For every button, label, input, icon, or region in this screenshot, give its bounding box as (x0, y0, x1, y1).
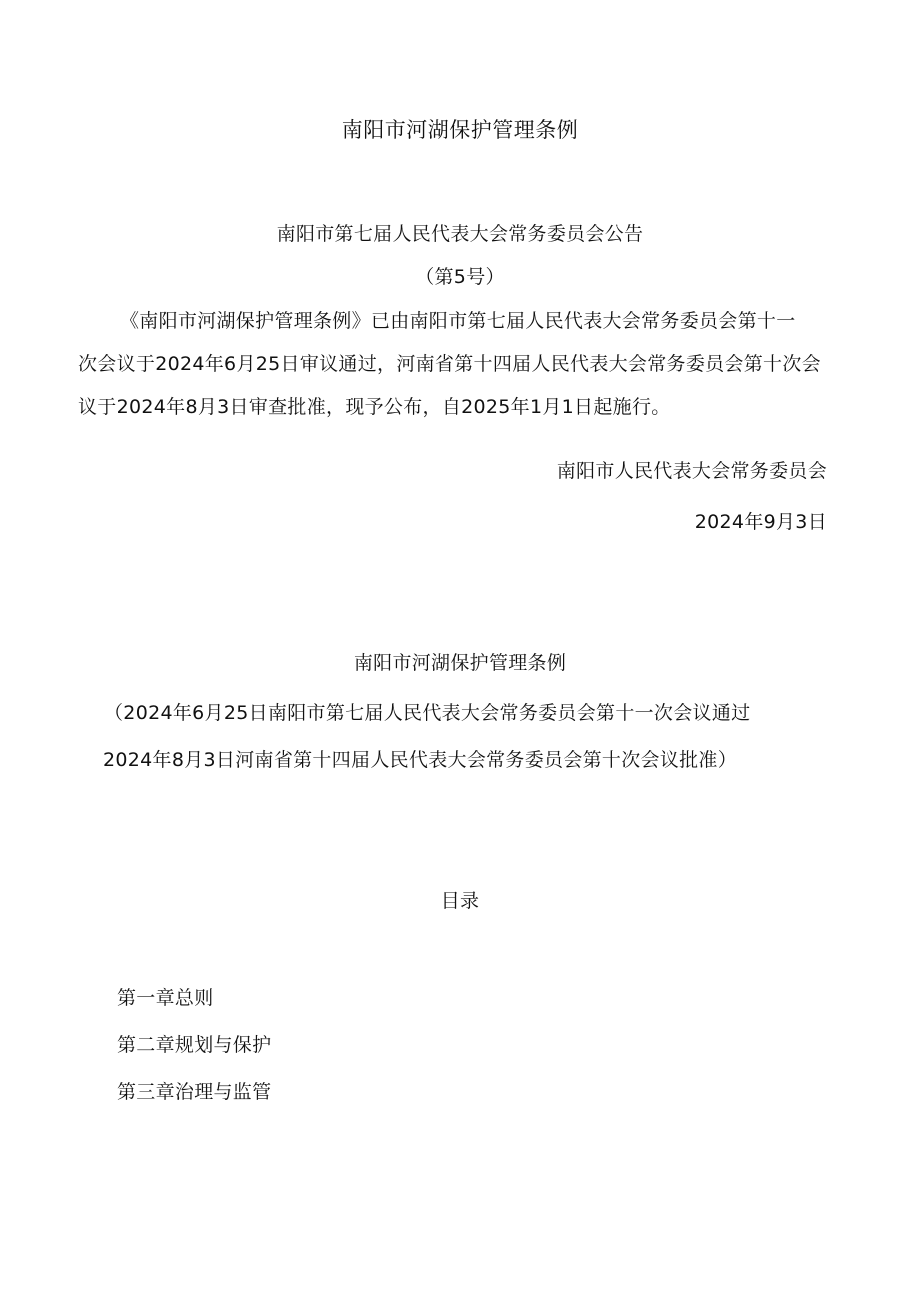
announcement-body-line: 次会议于2024年6月25日审议通过，河南省第十四届人民代表大会常务委员会第十次会 (78, 353, 821, 375)
announcement-body-line: 议于2024年8月3日审查批准，现予公布，自2025年1月1日起施行。 (78, 396, 671, 418)
toc-item: 第二章规划与保护 (117, 1034, 272, 1056)
toc-heading: 目录 (440, 890, 480, 912)
toc-item: 第三章治理与监管 (117, 1081, 272, 1103)
toc-item: 第一章总则 (117, 987, 214, 1009)
announcement-issuer: 南阳市第七届人民代表大会常务委员会公告 (276, 223, 644, 245)
announcement-number: （第5号） (415, 266, 505, 288)
document-title: 南阳市河湖保护管理条例 (341, 118, 579, 142)
regulation-note-line1: （2024年6月25日南阳市第七届人民代表大会常务委员会第十一次会议通过 (104, 702, 751, 724)
regulation-note-line2: 2024年8月3日河南省第十四届人民代表大会常务委员会第十次会议批准） (103, 749, 738, 771)
announcement-signature: 南阳市人民代表大会常务委员会 (556, 460, 827, 482)
regulation-title: 南阳市河湖保护管理条例 (353, 652, 567, 674)
announcement-body-line: 《南阳市河湖保护管理条例》已由南阳市第七届人民代表大会常务委员会第十一 (120, 310, 796, 332)
announcement-date: 2024年9月3日 (694, 511, 827, 533)
